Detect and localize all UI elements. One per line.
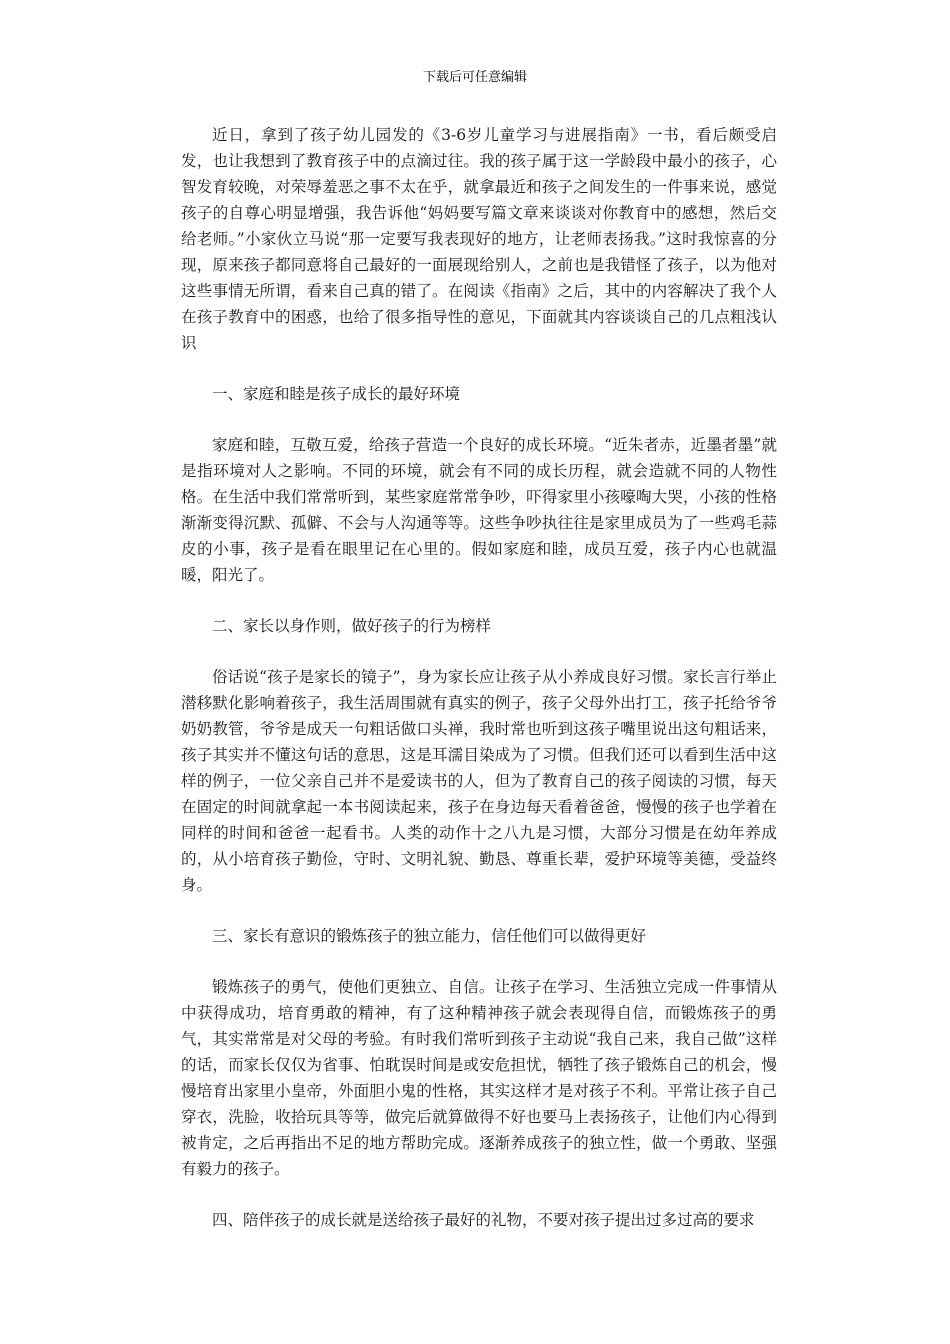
section-heading-1: 一、家庭和睦是孩子成长的最好环境: [212, 385, 461, 403]
section-heading-3: 三、家长有意识的锻炼孩子的独立能力，信任他们可以做得更好: [212, 927, 647, 945]
section-heading-4: 四、陪伴孩子的成长就是送给孩子最好的礼物，不要对孩子提出过多过高的要求: [212, 1211, 755, 1229]
section-heading-2: 二、家长以身作则，做好孩子的行为榜样: [212, 617, 492, 635]
section-2-paragraph: 俗话说“孩子是家长的镜子”，身为家长应让孩子从小养成良好习惯。家长言行举止潜移默化影响着孩子，我生活周围就有真实的例子，孩子父母外出打工，孩子托给爷爷奶奶教管，爷爷是成天一句粗话做口头禅，我时常也听到这孩子嘴里说出这句粗话来，孩子其实并不懂这句话的意思，这是耳濡目染成为了习惯。但我们还可以看到生活中这样的例子，一位父亲自己并不是爱读书的人，但为了教育自己的孩子阅读的习惯，每天在固定的时间就拿起一本书阅读起来，孩子在身边每天看着爸爸，慢慢的孩子也学着在同样的时间和爸爸一起看书。人类的动作十之八九是习惯，大部分习惯是在幼年养成的，从小培育孩子勤俭，守时、文明礼貌、勤恳、尊重长辈，爱护环境等美德，受益终身。: [181, 668, 777, 894]
page-header: 下载后可任意编辑: [422, 70, 527, 85]
section-1-paragraph: 家庭和睦，互敬互爱，给孩子营造一个良好的成长环境。“近朱者赤，近墨者墨”就是指环境对人之影响。不同的环境，就会有不同的成长历程，就会造就不同的人物性格。在生活中我们常常听到，某些家庭常常争吵，吓得家里小孩嚎啕大哭，小孩的性格渐渐变得沉默、孤僻、不会与人沟通等等。这些争吵执往往是家里成员为了一些鸡毛蒜皮的小事，孩子是看在眼里记在心里的。假如家庭和睦，成员互爱，孩子内心也就温暖，阳光了。: [181, 436, 777, 584]
intro-paragraph: 近日，拿到了孩子幼儿园发的《3-6岁儿童学习与进展指南》一书，看后颇受启发，也让我想到了教育孩子中的点滴过往。我的孩子属于这一学龄段中最小的孩子，心智发育较晚，对荣辱羞恶之事不太在乎，就拿最近和孩子之间发生的一件事来说，感觉孩子的自尊心明显增强，我告诉他“妈妈要写篇文章来谈谈对你教育中的感想，然后交给老师。”小家伙立马说“那一定要写我表现好的地方，让老师表扬我。”这时我惊喜的分现，原来孩子都同意将自己最好的一面展现给别人，之前也是我错怪了孩子，以为他对这些事情无所谓，看来自己真的错了。在阅读《指南》之后，其中的内容解决了我个人在孩子教育中的困惑，也给了很多指导性的意见，下面就其内容谈谈自己的几点粗浅认识: [181, 126, 777, 352]
document-body: [181, 122, 777, 1258]
section-3-paragraph: 锻炼孩子的勇气，使他们更独立、自信。让孩子在学习、生活独立完成一件事情从中获得成功，培育勇敢的精神，有了这种精神孩子就会表现得自信，而锻炼孩子的勇气，其实常常是对父母的考验。有时我们常听到孩子主动说“我自己来，我自己做”这样的话，而家长仅仅为省事、怕耽误时间是或安危担忧，牺牲了孩子锻炼自己的机会，慢慢培育出家里小皇帝，外面胆小鬼的性格，其实这样才是对孩子不利。平常让孩子自己穿衣，洗脸，收拾玩具等等，做完后就算做得不好也要马上表扬孩子，让他们内心得到被肯定，之后再指出不足的地方帮助完成。逐渐养成孩子的独立性，做一个勇敢、坚强有毅力的孩子。: [181, 978, 777, 1178]
